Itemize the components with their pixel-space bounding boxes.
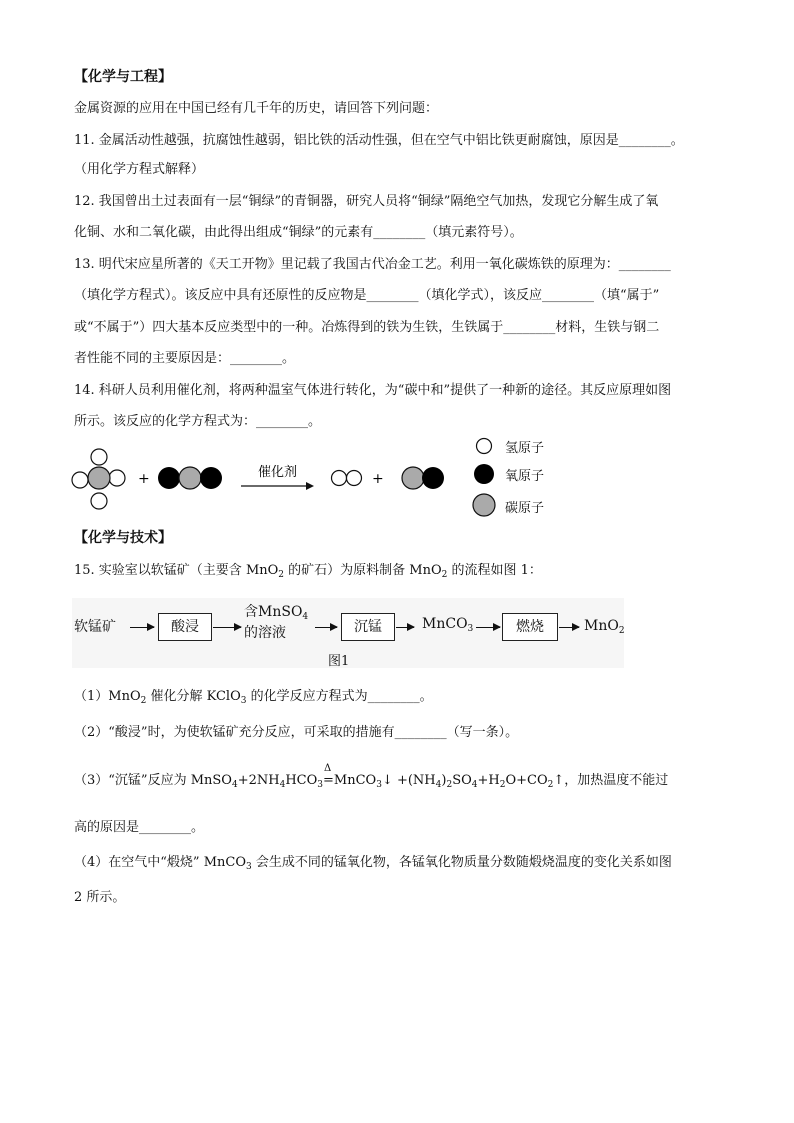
figure-caption: 图1 <box>328 654 350 669</box>
process-flowchart <box>72 598 624 668</box>
q13-line1: 13. 明代宋应星所著的《天工开物》里记载了我国古代冶金工艺。利用一氧化碳炼铁的原理为：________ <box>74 257 671 272</box>
q13-line4: 者性能不同的主要原因是：________。 <box>74 351 296 366</box>
flow-arrow <box>315 627 337 628</box>
q12-line1: 12. 我国曾出土过表面有一层“铜绿”的青铜器，研究人员将“铜绿”隔绝空气加热，发现它分解生成了氧 <box>74 194 659 209</box>
q14-line1: 14. 科研人员利用催化剂，将两种温室气体进行转化，为“碳中和”提供了一种新的途径。其反应原理如图 <box>74 383 672 398</box>
plus-sign-1: + <box>138 471 150 487</box>
flow-mnso4-solution-line2: 的溶液 <box>244 625 286 641</box>
q14-line2: 所示。该反应的化学方程式为：________。 <box>74 414 322 429</box>
reaction-diagram <box>66 440 486 530</box>
flow-arrow <box>396 627 414 628</box>
atom-legend-icons <box>472 434 496 524</box>
q11-line1: 11. 金属活动性越强，抗腐蚀性越弱，铝比铁的活动性强，但在空气中铝比铁更耐腐蚀，原因是________。 <box>74 133 684 148</box>
section-title-engineering: 【化学与工程】 <box>74 69 172 85</box>
legend-hydrogen: 氢原子 <box>505 441 545 456</box>
flow-mnco3: MnCO$_3$ <box>422 616 474 634</box>
catalyst-label: 催化剂 <box>258 465 298 480</box>
carbon-monoxide-molecule <box>402 467 444 489</box>
hydrogen-atom-icon <box>477 439 492 454</box>
flow-mnso4-solution: 含MnSO$_4$ <box>244 604 309 622</box>
q11-line2: （用化学方程式解释） <box>74 162 205 177</box>
q15-part4-line2: 2 所示。 <box>74 890 126 905</box>
flow-end-mno2: MnO$_2$ <box>584 618 625 636</box>
q15-part1: （1）MnO$_2$ 催化分解 KClO$_3$ 的化学反应方程式为________。 <box>74 689 433 706</box>
plus-sign-2: + <box>372 471 384 487</box>
q15-part3-line1: （3）“沉锰”反应为 $MnSO_4+2NH_4HCO_3$ Δ =MnCO$_3$↓ $+(NH_4)_2SO_4+H_2O+CO_2↑$，加热温度不能过 <box>74 763 669 790</box>
methane-molecule <box>72 449 125 509</box>
flow-step-acid-leach: 酸浸 <box>158 613 212 641</box>
q15-intro: 15. 实验室以软锰矿（主要含 MnO$_2$ 的矿石）为原料制备 MnO$_2$ 的流程如图 1： <box>74 563 542 580</box>
flow-start: 软锰矿 <box>74 619 116 635</box>
flow-step-burn: 燃烧 <box>502 613 558 641</box>
flow-arrow <box>476 627 500 628</box>
q15-part4-line1: （4）在空气中“煅烧” MnCO$_3$ 会生成不同的锰氧化物，各锰氧化物质量分数随煅烧温度的变化关系如图 <box>74 855 672 872</box>
carbon-dioxide-molecule <box>158 467 222 489</box>
intro-text: 金属资源的应用在中国已经有几千年的历史，请回答下列问题： <box>74 101 439 116</box>
hydrogen-molecule <box>332 471 362 486</box>
q15-part3-line2: 高的原因是________。 <box>74 820 205 835</box>
flow-arrow <box>213 627 241 628</box>
legend-carbon: 碳原子 <box>505 501 545 516</box>
flow-arrow <box>130 627 154 628</box>
q13-line2: （填化学方程式）。该反应中具有还原性的反应物是________（填化学式），该反应________（填“属于” <box>74 288 660 303</box>
q15-part2: （2）“酸浸”时，为使软锰矿充分反应，可采取的措施有________（写一条）。 <box>74 725 519 740</box>
q13-line3: 或“不属于”）四大基本反应类型中的一种。冶炼得到的铁为生铁，生铁属于________材料，生铁与钢二 <box>74 320 660 335</box>
heating-condition: Δ = <box>323 763 334 788</box>
oxygen-atom-icon <box>474 464 494 484</box>
flow-arrow <box>559 627 579 628</box>
q12-line2: 化铜、水和二氧化碳，由此得出组成“铜绿”的元素有________（填元素符号）。 <box>74 225 523 240</box>
flow-step-precipitate: 沉锰 <box>341 613 395 641</box>
legend-oxygen: 氧原子 <box>505 469 545 484</box>
carbon-atom-icon <box>473 494 495 516</box>
section-title-technology: 【化学与技术】 <box>74 530 172 546</box>
